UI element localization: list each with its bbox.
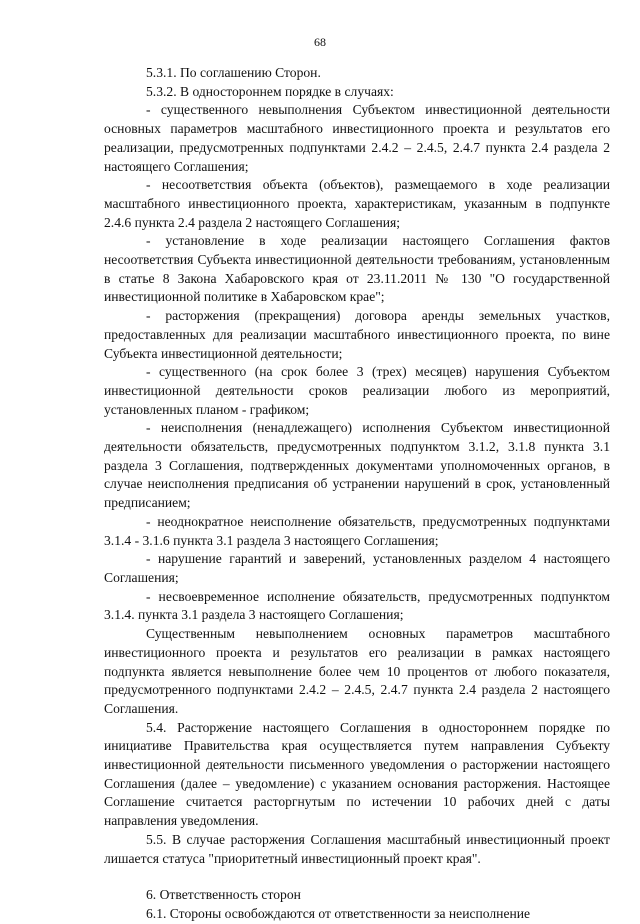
list-item: - нарушение гарантий и заверений, установленных разделом 4 настоящего Соглашения;	[104, 551, 610, 585]
list-item: - несвоевременное исполнение обязательств, предусмотренных подпунктом 3.1.4. пункта 3.1 раздела 3 настоящего Соглашения;	[104, 588, 610, 623]
list-item: - существенного (на срок более 3 (трех) месяцев) нарушения Субъектом инвестиционной деятельности сроков реализации любого из мероприятий, установленных планом - графиком;	[104, 364, 610, 417]
paragraph-5-3-2: 5.3.2. В одностороннем порядке в случаях:	[146, 83, 394, 99]
paragraph-5-3-1: 5.3.1. По соглашению Сторон.	[146, 65, 321, 80]
paragraph-definition: Существенным невыполнением основных параметров масштабного инвестиционного проекта и результатов его реализации в рамках настоящего подпункта является невыполнение более чем 10 процентов от любого показателя, предусмотренного подпунктами 2.4.2 – 2.4.5, 2.4.7 пункта 2.4 раздела 2 настоящего Соглашения.	[104, 626, 610, 716]
page-number: 68	[314, 35, 326, 49]
paragraph-5-5: 5.5. В случае расторжения Соглашения масштабный инвестиционный проект лишается статуса "приоритетный инвестиционный проект края".	[104, 831, 610, 866]
list-item: - неоднократное неисполнение обязательств, предусмотренных подпунктами 3.1.4 - 3.1.6 пункта 3.1 раздела 3 настоящего Соглашения;	[104, 513, 610, 548]
list-item: - несоответствия объекта (объектов), размещаемого в ходе реализации масштабного инвестиционного проекта, характеристикам, указанным в подпункте 2.4.6 пункта 2.4 раздела 2 настоящего Соглашения;	[104, 177, 610, 230]
document-body	[104, 64, 610, 924]
paragraph-5-4: 5.4. Расторжение настоящего Соглашения в одностороннем порядке по инициативе Правительства края осуществляется путем направления Субъекту инвестиционной деятельности письменного уведомления о расторжении настоящего Соглашения (далее – уведомление) с указанием основания расторжения. Настоящее Соглашение считается расторгнутым по истечении 10 рабочих дней с даты направления уведомления.	[104, 719, 610, 829]
section-heading: 6. Ответственность сторон	[146, 887, 301, 903]
paragraph-6-1: 6.1. Стороны освобождаются от ответственности за неисполнение	[146, 905, 531, 921]
list-item: - установление в ходе реализации настоящего Соглашения фактов несоответствия Субъекта инвестиционной деятельности требованиям, установленным в статье 8 Закона Хабаровского края от 23.11.2011 № 130 "О государственной инвестиционной политике в Хабаровском крае";	[104, 233, 610, 305]
list-item: - расторжения (прекращения) договора аренды земельных участков, предоставленных для реализации масштабного инвестиционного проекта, по вине Субъекта инвестиционной деятельности;	[104, 308, 610, 361]
list-item: - неисполнения (ненадлежащего) исполнения Субъектом инвестиционной деятельности обязательств, предусмотренных подпунктом 3.1.2, 3.1.8 пункта 3.1 раздела 3 Соглашения, подтвержденных документами уполномоченных органов, в случае неисполнения предписания об устранении нарушений в срок, установленный предписанием;	[104, 420, 610, 511]
list-item: - существенного невыполнения Субъектом инвестиционной деятельности основных параметров масштабного инвестиционного проекта и результатов его реализации, предусмотренных подпунктами 2.4.2 – 2.4.5, 2.4.7 пункта 2.4 раздела 2 настоящего Соглашения;	[104, 102, 610, 174]
